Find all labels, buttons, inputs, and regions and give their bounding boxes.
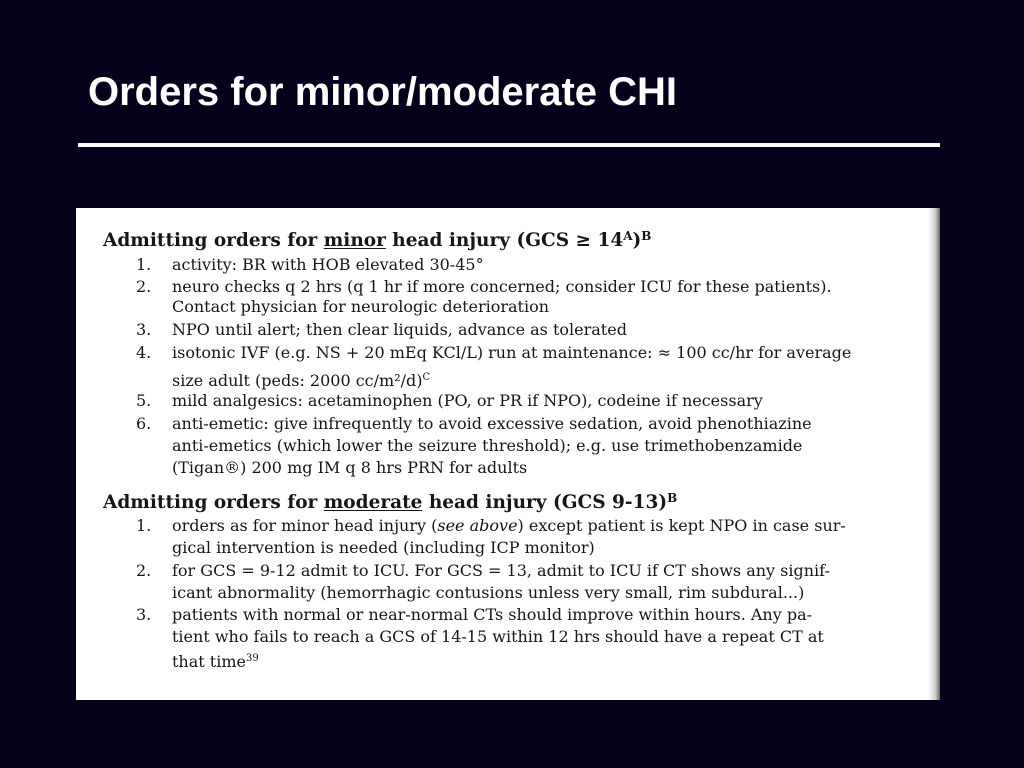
order-line: isotonic IVF (e.g. NS + 20 mEq KCl/L) run at maintenance: ≈ 100 cc/hr for average — [172, 343, 852, 362]
title-divider — [78, 143, 940, 147]
item-number: 4. — [136, 343, 152, 362]
item-number: 1. — [136, 255, 152, 274]
item-number: 3. — [136, 320, 152, 339]
item-number: 3. — [136, 605, 152, 624]
order-text: ) except patient is kept NPO in case sur- — [517, 516, 846, 535]
order-line — [172, 368, 430, 391]
item-number: 1. — [136, 516, 152, 535]
order-line: activity: BR with HOB elevated 30-45° — [172, 255, 484, 274]
heading-text: head injury (GCS ≥ 14 — [385, 230, 624, 251]
order-line: for GCS = 9-12 admit to ICU. For GCS = 13, admit to ICU if CT shows any signif- — [172, 561, 830, 580]
order-text: that time — [172, 652, 246, 671]
item-number: 5. — [136, 391, 152, 410]
order-line: anti-emetic: give infrequently to avoid excessive sedation, avoid phenothiazine — [172, 414, 812, 433]
minor-section-heading — [103, 225, 651, 252]
order-line: gical intervention is needed (including ICP monitor) — [172, 538, 595, 557]
order-line — [172, 649, 259, 672]
order-line: mild analgesics: acetaminophen (PO, or PR if NPO), codeine if necessary — [172, 391, 763, 410]
heading-text: Admitting orders for — [103, 492, 324, 513]
scanned-page-image — [76, 208, 940, 700]
footnote-ref: 39 — [245, 653, 259, 664]
heading-text: ) — [632, 230, 642, 251]
order-line: (Tigan®) 200 mg IM q 8 hrs PRN for adults — [172, 458, 528, 477]
footnote-ref: B — [667, 491, 678, 505]
scan-shadow-edge — [928, 208, 940, 700]
order-line: tient who fails to reach a GCS of 14-15 within 12 hrs should have a repeat CT at — [172, 627, 824, 646]
item-number: 2. — [136, 277, 152, 296]
footnote-ref: A — [623, 229, 633, 243]
order-text: orders as for minor head injury ( — [172, 516, 438, 535]
order-line: patients with normal or near-normal CTs should improve within hours. Any pa- — [172, 605, 813, 624]
order-line: neuro checks q 2 hrs (q 1 hr if more concerned; consider ICU for these patients). — [172, 277, 832, 296]
footnote-ref: C — [422, 372, 431, 383]
heading-text: head injury (GCS 9-13) — [422, 492, 668, 513]
heading-keyword: minor — [323, 230, 386, 251]
item-number: 2. — [136, 561, 152, 580]
order-line: Contact physician for neurologic deterioration — [172, 297, 550, 316]
order-text: size adult (peds: 2000 cc/m²/d) — [172, 371, 423, 390]
order-line: anti-emetics (which lower the seizure threshold); e.g. use trimethobenzamide — [172, 436, 803, 455]
footnote-ref: B — [641, 229, 652, 243]
order-text-italic: see above — [437, 516, 518, 535]
order-line — [172, 516, 846, 536]
order-line: icant abnormality (hemorrhagic contusions unless very small, rim subdural...) — [172, 583, 805, 602]
heading-text: Admitting orders for — [103, 230, 324, 251]
order-line: NPO until alert; then clear liquids, advance as tolerated — [172, 320, 627, 339]
item-number: 6. — [136, 414, 152, 433]
moderate-section-heading — [103, 487, 677, 514]
heading-keyword: moderate — [323, 492, 423, 513]
slide-title: Orders for minor/moderate CHI — [88, 70, 678, 114]
